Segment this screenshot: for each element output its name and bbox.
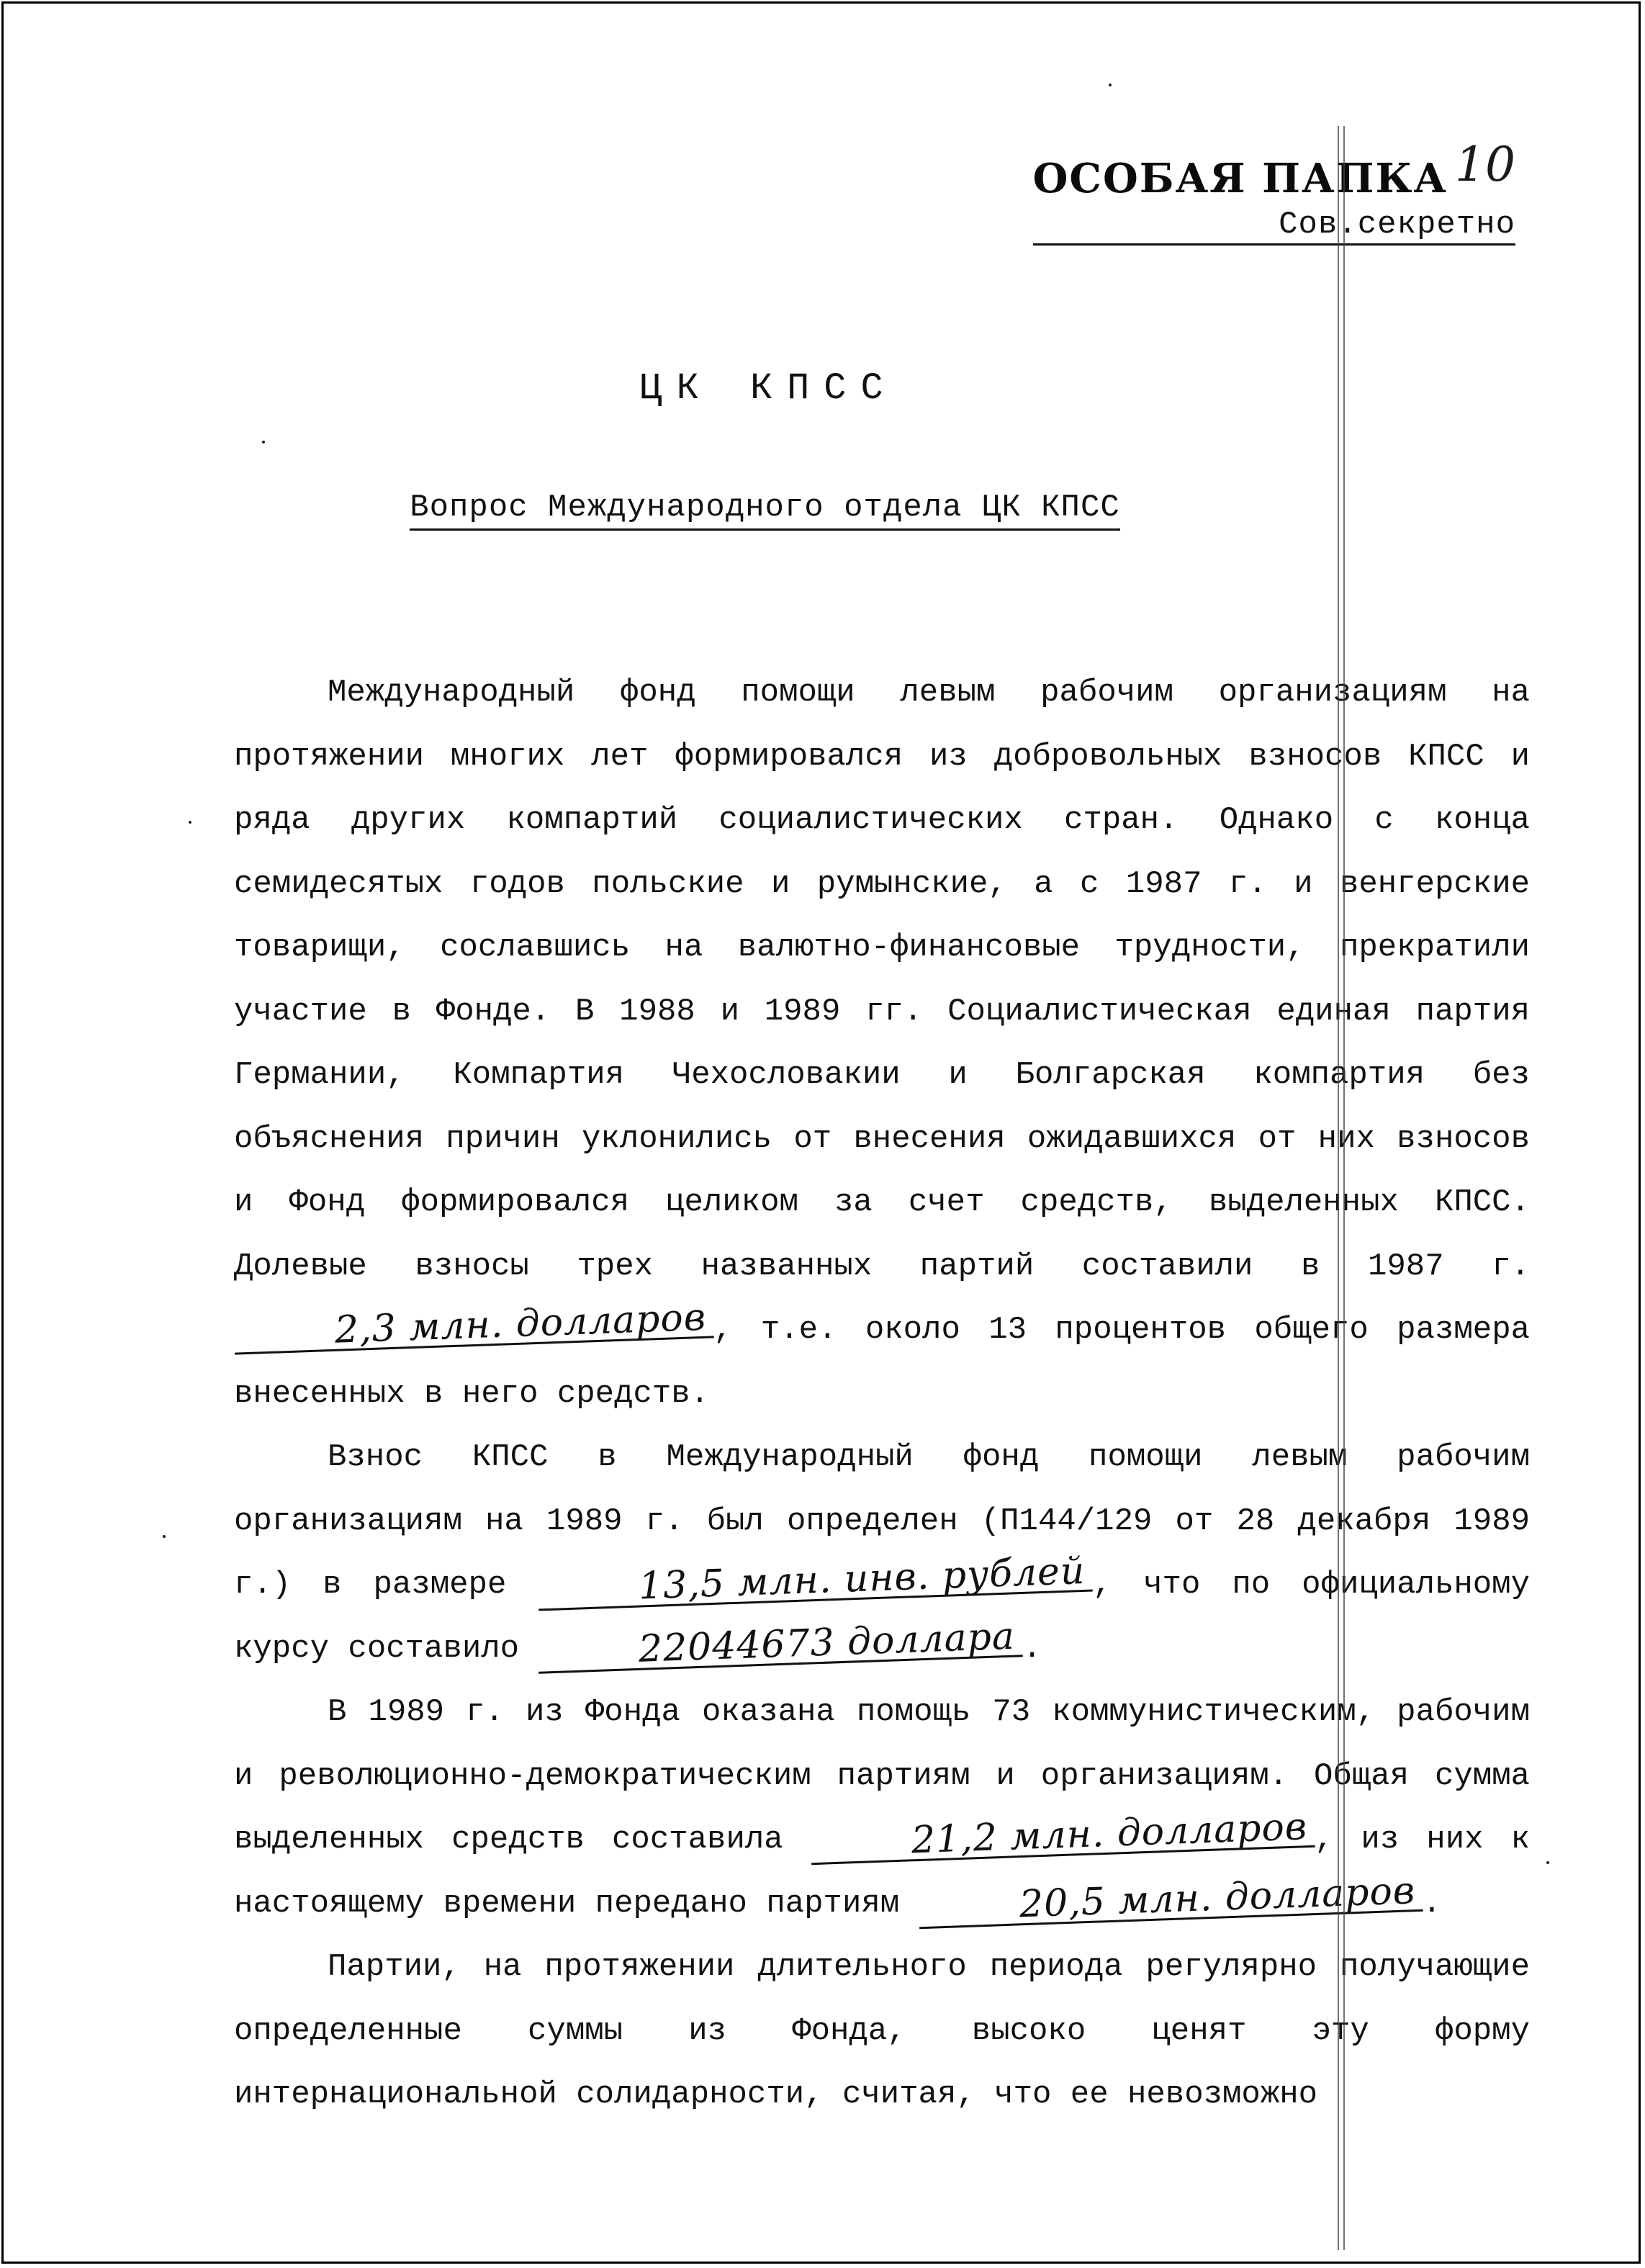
scan-speck [189,821,191,824]
paragraph-2 [234,1426,1530,1680]
scan-speck [1109,84,1112,86]
paragraph-3-text-a: В 1989 г. из Фонда оказана помощь 73 коммунистическим, рабочим и революционно-демократическим партиям и организациям. Общая сумма выделенных средств составила [234,1694,1530,1858]
document-subtitle [0,490,1587,526]
handwritten-amount-rubles: 13,5 млн. инв. рублей [538,1552,1094,1611]
paragraph-2-text-c: . [1022,1630,1042,1667]
handwritten-amount-1987: 2,3 млн. долларов [233,1298,714,1354]
handwritten-total-sum: 21,2 млн. долларов [810,1808,1315,1865]
classification-label: Сов.секретно [1033,209,1515,246]
paragraph-3-text-c: . [1422,1885,1442,1922]
document-title: ЦК КПСС [639,367,898,410]
paragraph-1 [234,661,1530,1426]
stamp-number-handwritten: 10 [1455,137,1515,192]
scan-speck [262,441,265,444]
paragraph-1-text-a: Международный фонд помощи левым рабочим организациям на протяжении многих лет формировался из добровольных взносов КПСС и ряда других компартий социалистических стран. Однако с конца семидесятых годов польские и румынские, а с 1987 г. и венгерские товарищи, сославшись на валютно-финансовые трудности, прекратили участие в Фонде. В 1988 и 1989 гг. Социалистическая единая партия Германии, Компартия Чехословакии и Болгарская компартия без объяснения причин уклонились от внесения ожидавшихся от них взносов и Фонд формировался целиком за счет средств, выделенных КПСС. Долевые взносы трех названных партий составили в 1987 г. [234,675,1530,1284]
handwritten-amount-dollars: 22044673 доллара [538,1617,1023,1673]
scan-speck [1546,1861,1549,1864]
paragraph-4 [234,1935,1530,2127]
paragraph-4-text: Партии, на протяжении длительного периода регулярно получающие определенные суммы из Фонда, высоко ценят эту форму интернациональной солидарности, считая, что ее невозможно [234,1949,1530,2112]
stamp-title: ОСОБАЯ ПАПКА [1032,155,1448,202]
paragraph-1-text-b: , т.е. около 13 процентов общего размера внесенных в него средств. [234,1312,1530,1412]
paragraph-2-text-a: Взнос КПСС в Международный фонд помощи левым рабочим организациям на 1989 г. был определен (П144/129 от 28 декабря 1989 г.) в размере [234,1439,1530,1603]
subtitle-text: Вопрос Международного отдела ЦК КПСС [410,490,1120,531]
paragraph-3-text-b: , из них к настоящему времени передано партиям [234,1822,1530,1922]
paragraph-3 [234,1680,1530,1935]
header-stamp [1032,137,1515,246]
document-body [234,661,1530,2127]
scan-speck [163,1535,166,1538]
scan-artifact-line [1338,126,1345,2250]
handwritten-transferred-sum: 20,5 млн. долларов [918,1871,1423,1928]
paragraph-2-text-b: , что по официальному курсу составило [234,1567,1530,1667]
